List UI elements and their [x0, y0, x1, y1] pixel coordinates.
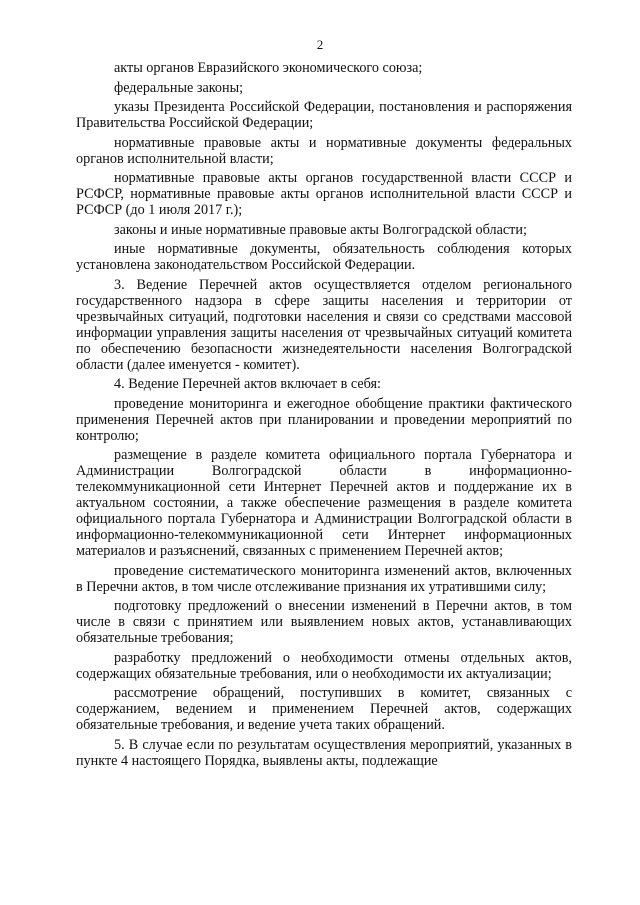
paragraph: подготовку предложений о внесении изменений в Перечни актов, в том числе в связи с принятием или выявлением новых актов, устанавливающих обязательные требования;: [76, 598, 572, 646]
paragraph: проведение систематического мониторинга изменений актов, включенных в Перечни актов, в том числе отслеживание признания их утратившими силу;: [76, 562, 572, 595]
paragraph: указы Президента Российской Федерации, постановления и распоряжения Правительства Российской Федерации;: [76, 99, 572, 131]
paragraph: федеральные законы;: [114, 79, 244, 96]
paragraph: 5. В случае если по результатам осуществления мероприятий, указанных в пункте 4 настоящего Порядка, выявлены акты, подлежащие: [76, 736, 572, 769]
paragraph: разработку предложений о необходимости отмены отдельных актов, содержащих обязательные требования, или о необходимости их актуализации;: [76, 649, 572, 682]
paragraph: нормативные правовые акты и нормативные документы федеральных органов исполнительной власти;: [76, 134, 572, 167]
page-number: 2: [316, 37, 324, 52]
paragraph: 4. Ведение Перечней актов включает в себя:: [114, 376, 381, 392]
paragraph: иные нормативные документы, обязательность соблюдения которых установлена законодательством Российской Федерации.: [76, 241, 572, 273]
paragraph: акты органов Евразийского экономического союза;: [114, 60, 423, 76]
document-body: [76, 60, 572, 772]
paragraph: проведение мониторинга и ежегодное обобщение практики фактического применения Перечней актов при планировании и проведении мероприятий по контролю;: [76, 395, 572, 444]
paragraph: нормативные правовые акты органов государственной власти СССР и РСФСР, нормативные правовые акты органов исполнительной власти СССР и РСФСР (до 1 июля 2017 г.);: [76, 170, 572, 218]
paragraph: размещение в разделе комитета официального портала Губернатора и Администрации Волгоградской области в информационно-телекоммуникационной сети Интернет Перечней актов и поддержание их в актуальном состоянии, а также обеспечение размещения в разделе комитета официального портала Губернатора и Администрации Волгоградской области в информационно-телекоммуникационной сети Интернет информационных материалов и разъяснений, связанных с применением Перечней актов;: [76, 447, 572, 559]
paragraph: законы и иные нормативные правовые акты Волгоградской области;: [114, 221, 527, 238]
paragraph: рассмотрение обращений, поступивших в комитет, связанных с содержанием, ведением и применением Перечней актов, содержащих обязательные требования, и ведение учета таких обращений.: [76, 685, 572, 733]
paragraph: 3. Ведение Перечней актов осуществляется отделом регионального государственного надзора в сфере защиты населения и территории от чрезвычайных ситуаций, подготовки населения и связи со средствами массовой информации управления защиты населения от чрезвычайных ситуаций комитета по обеспечению безопасности жизнедеятельности населения Волгоградской области (далее именуется - комитет).: [76, 276, 572, 373]
